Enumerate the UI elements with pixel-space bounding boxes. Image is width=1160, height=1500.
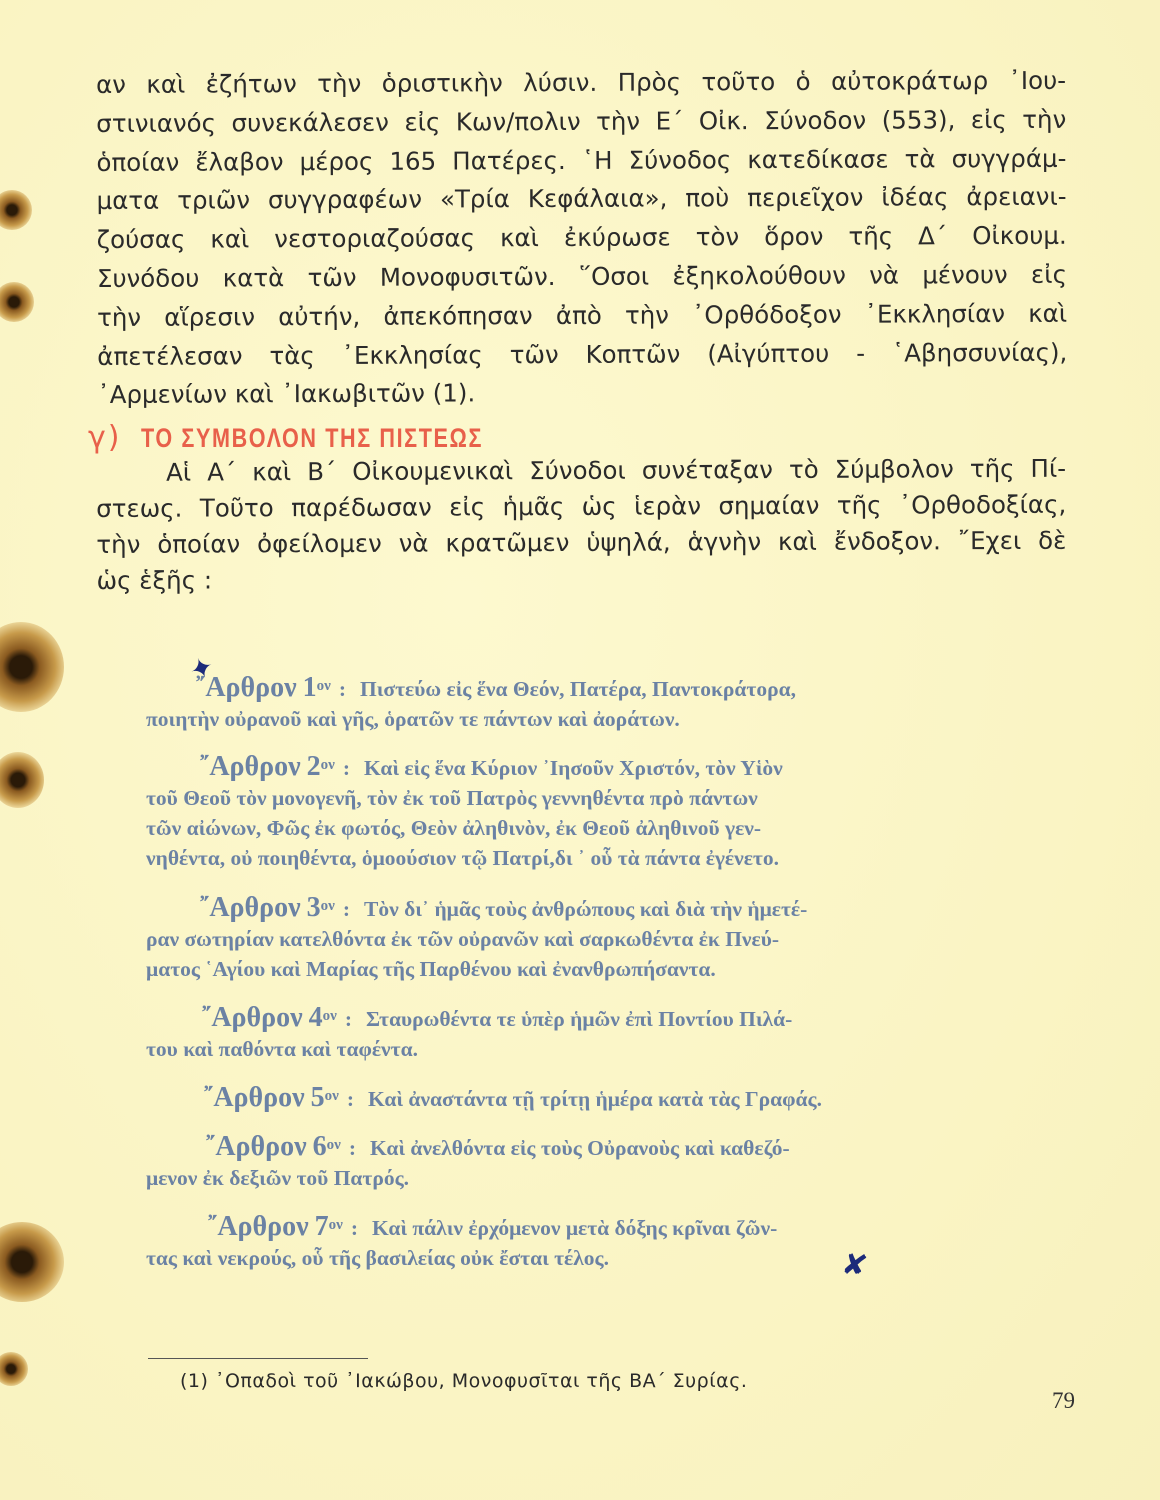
article-sep: : <box>350 1216 359 1240</box>
footnote-rule <box>148 1358 368 1359</box>
text-line: τὴν ὁποίαν ὀφείλομεν νὰ κρατῶμεν ὑψηλά, ἁγνὴν καὶ ἔνδοξον. ῎Εχει δὲ <box>96 525 1067 559</box>
text-line: ὡς ἑξῆς : <box>96 565 213 595</box>
article-text: Τὸν δι᾿ ἡμᾶς τοὺς ἀνθρώπους καὶ διὰ τὴν ἡμετέ- <box>364 897 808 921</box>
article-label: ῎Αρθρον <box>208 1212 309 1242</box>
punch-hole-mark <box>0 752 44 808</box>
article-number: 5 <box>310 1083 325 1113</box>
article-text: Καὶ πάλιν ἐρχόμενον μετὰ δόξης κρῖναι ζῶν- <box>372 1216 778 1240</box>
article-text: Πιστεύω εἰς ἕνα Θεόν, Πατέρα, Παντοκράτορα, <box>360 677 796 701</box>
text-line: ματα τριῶν συγγραφέων «Τρία Κεφάλαια», ποὺ περιεῖχον ἰδέας ἀρειανι- <box>96 182 1067 216</box>
article-label: ῎Αρθρον <box>202 1003 303 1033</box>
creed-intro-paragraph <box>96 451 1067 599</box>
section-heading <box>88 420 569 455</box>
article-sep: : <box>346 1087 355 1111</box>
article-first-line <box>146 1083 1046 1114</box>
page-number: 79 <box>1052 1388 1075 1413</box>
punch-hole-mark <box>0 1352 28 1386</box>
article-label: ῎Αρθρον <box>196 673 297 703</box>
article-line: νηθέντα, οὐ ποιηθέντα, ὁμοούσιον τῷ Πατρί,δι ᾿ οὗ τὰ πάντα ἐγένετο. <box>146 846 779 870</box>
text-line: ᾿Αρμενίων καὶ ᾿Ιακωβιτῶν (1). <box>97 378 476 410</box>
article-sep: : <box>344 1007 353 1031</box>
article-number: 7 <box>314 1212 329 1242</box>
text-line: ἀπετέλεσαν τὰς ᾿Εκκλησίας τῶν Κοπτῶν (Αἰγύπτου - ῾Αβησσυνίας), <box>97 337 1068 371</box>
article-text: Σταυρωθέντα τε ὑπὲρ ἡμῶν ἐπὶ Ποντίου Πιλά- <box>366 1007 793 1031</box>
article-suffix: ον <box>328 1217 343 1233</box>
article-line: ματος ῾Αγίου καὶ Μαρίας τῆς Παρθένου καὶ ἐνανθρωπήσαντα. <box>146 957 716 981</box>
punch-hole-mark <box>0 1222 64 1302</box>
article-suffix: ον <box>322 1008 337 1024</box>
text-line: ὁποίαν ἔλαβον μέρος 165 Πατέρες. ῾Η Σύνοδος κατεδίκασε τὰ συγγράμ- <box>96 143 1067 177</box>
article-line: ραν σωτηρίαν κατελθόντα ἐκ τῶν οὐρανῶν καὶ σαρκωθέντα ἐκ Πνεύ- <box>146 927 780 951</box>
punch-hole-mark <box>0 622 64 712</box>
article-first-line <box>146 1132 1046 1163</box>
article-sep: : <box>338 677 347 701</box>
article-label: ῎Αρθρον <box>200 752 301 782</box>
creed-article <box>146 673 1046 734</box>
article-suffix: ον <box>316 678 331 694</box>
punch-hole-mark <box>0 282 34 322</box>
article-suffix: ον <box>320 757 335 773</box>
creed-article <box>146 1003 1046 1064</box>
article-number: 1 <box>302 673 317 703</box>
text-line: στεως. Τοῦτο παρέδωσαν εἰς ἡμᾶς ὡς ἱερὰν σημαίαν τῆς ᾿Ορθοδοξίας, <box>96 489 1067 523</box>
article-number: 3 <box>306 893 321 923</box>
creed-article <box>146 1212 1046 1273</box>
article-line: τῶν αἰώνων, Φῶς ἐκ φωτός, Θεὸν ἀληθινὸν, ἐκ Θεοῦ ἀληθινοῦ γεν- <box>146 816 762 840</box>
article-number: 6 <box>312 1132 327 1162</box>
article-line: μενον ἐκ δεξιῶν τοῦ Πατρός. <box>146 1166 410 1190</box>
article-number: 4 <box>308 1003 323 1033</box>
punch-hole-mark <box>0 190 32 230</box>
ink-star-mark: ✦ <box>185 648 219 689</box>
article-sep: : <box>342 897 351 921</box>
ink-cross-mark: ✘ <box>839 1246 870 1285</box>
article-text: Καὶ ἀναστάντα τῇ τρίτῃ ἡμέρα κατὰ τὰς Γραφάς. <box>368 1087 823 1111</box>
text-line: αν καὶ ἐζήτων τὴν ὁριστικὴν λύσιν. Πρὸς τοῦτο ὁ αὐτοκράτωρ ᾿Ιου- <box>96 65 1067 99</box>
text-line: Συνόδου κατὰ τῶν Μονοφυσιτῶν. ῞Οσοι ἐξηκολούθουν νὰ μένουν εἰς <box>96 259 1067 293</box>
article-first-line <box>146 673 1046 704</box>
article-label: ῎Αρθρον <box>204 1083 305 1113</box>
article-first-line <box>146 1212 1046 1243</box>
article-line: του καὶ παθόντα καὶ ταφέντα. <box>146 1037 418 1061</box>
article-line: τοῦ Θεοῦ τὸν μονογενῆ, τὸν ἐκ τοῦ Πατρὸς γεννηθέντα πρὸ πάντων <box>146 786 758 810</box>
article-text: Καὶ ἀνελθόντα εἰς τοὺς Οὐρανοὺς καὶ καθεζό- <box>370 1136 790 1160</box>
article-text: Καὶ εἰς ἕνα Κύριον ᾿Ιησοῦν Χριστόν, τὸν Υἱὸν <box>364 756 783 780</box>
article-label: ῎Αρθρον <box>200 893 301 923</box>
creed-article <box>146 893 1046 984</box>
creed-article <box>146 752 1046 873</box>
article-line: τας καὶ νεκρούς, οὗ τῆς βασιλείας οὐκ ἔσται τέλος. <box>146 1246 609 1270</box>
text-line: Αἱ Α΄ καὶ Β΄ Οἰκουμενικαὶ Σύνοδοι συνέταξαν τὸ Σύμβολον τῆς Πί- <box>166 453 1067 487</box>
article-sep: : <box>348 1136 357 1160</box>
article-number: 2 <box>306 752 321 782</box>
article-suffix: ον <box>326 1137 341 1153</box>
section-prefix: γ) <box>88 420 122 455</box>
text-line: ζούσας καὶ νεστοριαζούσας καὶ ἐκύρωσε τὸν ὅρον τῆς Δ΄ Οἰκουμ. <box>96 220 1067 255</box>
creed-article <box>146 1083 1046 1114</box>
intro-paragraph <box>96 62 1068 415</box>
article-line: ποιητὴν οὐρανοῦ καὶ γῆς, ὁρατῶν τε πάντων καὶ ἀοράτων. <box>146 707 680 731</box>
article-first-line <box>146 893 1046 924</box>
creed-article <box>146 1132 1046 1193</box>
text-line: στινιανός συνεκάλεσεν εἰς Κων/πολιν τὴν Ε΄ Οἰκ. Σύνοδον (553), εἰς τὴν <box>96 104 1067 138</box>
article-suffix: ον <box>320 898 335 914</box>
article-first-line <box>146 752 1046 783</box>
footnote: (1) ᾿Οπαδοὶ τοῦ ᾿Ιακώβου, Μονοφυσῖται τῆς ΒΑ΄ Συρίας. <box>180 1370 748 1392</box>
article-sep: : <box>342 756 351 780</box>
article-label: ῎Αρθρον <box>206 1132 307 1162</box>
article-suffix: ον <box>324 1088 339 1104</box>
section-title: ΤΟ ΣΥΜΒΟΛΟΝ ΤΗΣ ΠΙΣΤΕΩΣ <box>140 423 484 453</box>
article-first-line <box>146 1003 1046 1034</box>
text-line: τὴν αἵρεσιν αὐτήν, ἀπεκόπησαν ἀπὸ τὴν ᾿Ορθόδοξον ᾿Εκκλησίαν καὶ <box>97 298 1068 332</box>
